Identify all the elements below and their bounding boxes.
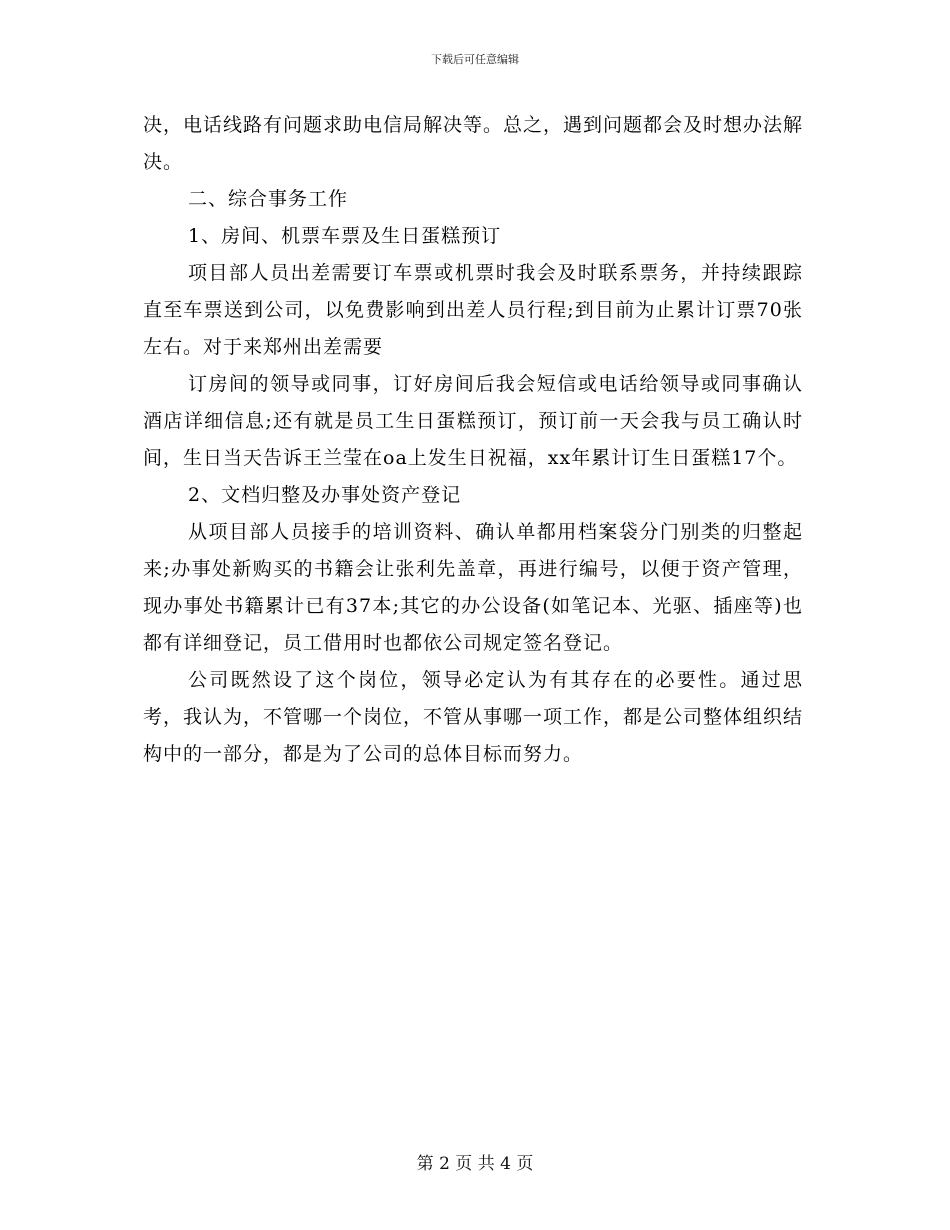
paragraph-tickets: 项目部人员出差需要订车票或机票时我会及时联系票务，并持续跟踪直至车票送到公司，以免费影响到出差人员行程;到目前为止累计订票70张左右。对于来郑州出差需要	[143, 262, 803, 358]
section-heading-2: 二、综合事务工作	[188, 188, 349, 210]
paragraph-1: 决，电话线路有问题求助电信局解决等。总之，遇到问题都会及时想办法解决。	[143, 114, 804, 173]
subsection-heading-2: 2、文档归整及办事处资产登记	[188, 484, 462, 506]
paragraph-conclusion: 公司既然设了这个岗位，领导必定认为有其存在的必要性。通过思考，我认为，不管哪一个岗位，不管从事哪一项工作，都是公司整体组织结构中的一部分，都是为了公司的总体目标而努力。	[143, 669, 804, 765]
page-footer: 第 2 页 共 4 页	[416, 1154, 534, 1174]
page-header: 下载后可任意编辑	[431, 53, 519, 66]
paragraph-documents-assets: 从项目部人员接手的培训资料、确认单都用档案袋分门别类的归整起来;办事处新购买的书籍会让张利先盖章，再进行编号，以便于资产管理，现办事处书籍累计已有37本;其它的办公设备(如笔记本、光驱、插座等)也都有详细登记，员工借用时也都依公司规定签名登记。	[143, 521, 803, 654]
paragraph-rooms-cakes: 订房间的领导或同事，订好房间后我会短信或电话给领导或同事确认酒店详细信息;还有就是员工生日蛋糕预订，预订前一天会我与员工确认时间，生日当天告诉王兰莹在oa上发生日祝福，xx年累计订生日蛋糕17个。	[143, 373, 803, 469]
document-body	[143, 107, 803, 773]
subsection-heading-1: 1、房间、机票车票及生日蛋糕预订	[188, 225, 502, 247]
